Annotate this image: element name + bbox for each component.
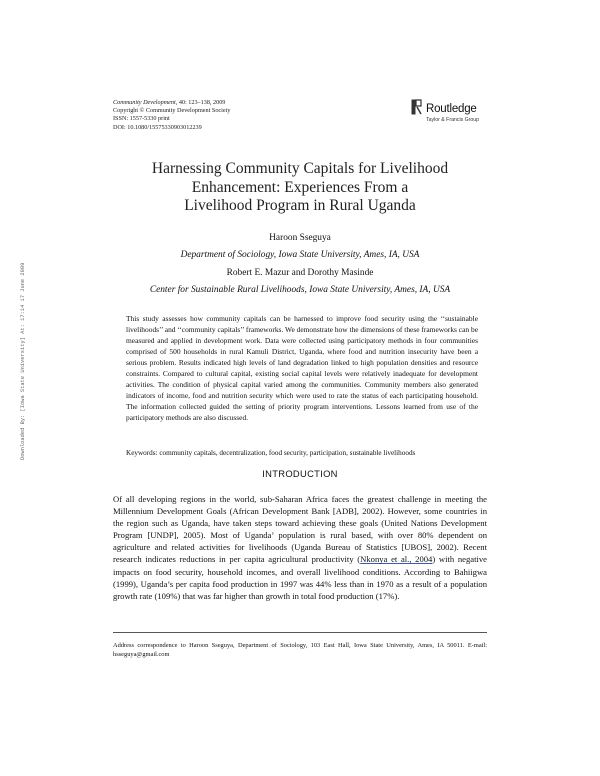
author-affiliation: Department of Sociology, Iowa State University, Ames, IA, USA (180, 250, 420, 260)
publisher-text (426, 99, 479, 124)
journal-citation (113, 99, 230, 107)
download-watermark: Downloaded By: [Iowa State University] At: 17:14 17 June 2009 (20, 262, 26, 460)
volume-pages-year: 40: 123–138, 2009 (177, 99, 226, 106)
publisher-logo (411, 99, 479, 124)
author-name: Haroon Sseguya (269, 233, 331, 243)
copyright-line: Copyright © Community Development Society (113, 107, 231, 115)
title-line: Enhancement: Experiences From a (191, 178, 409, 196)
author-affiliation: Center for Sustainable Rural Livelihoods, Iowa State University, Ames, IA, USA (149, 285, 451, 295)
journal-name: Community Development, (113, 99, 178, 106)
introduction-paragraph (113, 493, 487, 602)
section-heading: INTRODUCTION (262, 468, 338, 479)
intro-text: Of all developing regions in the world, sub-Saharan Africa faces the greatest challenge in meeting the Millennium Development Goals (African Development Bank [ADB], 2002). However, some countries in the region such as Uganda, have taken steps toward achieving these goals (United Nations Development Program [UNDP], 2005). Most of Uganda’ population is rural based, with over 80% dependent on agriculture and related activities for livelihoods (Uganda Bureau of Statistics [UBOS], 2002). Recent research indicates reductions in per capita agricultural productivity ( (113, 494, 487, 565)
title-line: Harnessing Community Capitals for Livelihood (151, 160, 449, 177)
doi-line: DOI: 10.1080/15575330903012239 (113, 123, 202, 131)
abstract: This study assesses how community capitals can be harnessed to improve food security using the ‘‘sustainable livelihoods’’ and ‘‘community capitals’’ frameworks. We demonstrate how the dimensions of these frameworks can be measured and applied in development work. Data were collected using participatory methods in four communities comprised of 500 households in rural Kamuli District, Uganda, where food and nutrition insecurity have been a serious problem. Results indicated high levels of land degradation linked to high population densities and resource constraints. Compared to cultural capital, existing social capital levels were relatively inadequate for development activities. The condition of physical capital varied among the communities. Community members also generated indicators of income, food and nutrition security which were used to rate the status of each participating household. The information collected guided the setting of priority program interventions. Lessons learned from use of the participatory methods are also discussed. (126, 314, 478, 422)
keywords: Keywords: community capitals, decentralization, food security, participation, sustainable livelihoods (126, 449, 416, 457)
author-name: Robert E. Mazur and Dorothy Masinde (226, 268, 374, 278)
correspondence-footnote: Address correspondence to Haroon Sseguya, Department of Sociology, 103 East Hall, Iowa State University, Ames, IA 50011. E-mail: hsseguya@gmail.com (113, 642, 487, 659)
routledge-logo-icon (411, 99, 422, 115)
publisher-subtitle: Taylor & Francis Group (426, 117, 480, 123)
intro-text: ) with negative impacts on food security, household incomes, and overall livelihood conditions. According to Bahiigwa (1999), Uganda’s per capita food production in 1997 was 44% less than in 1970 as a result of a population growth rate (109%) that was far higher than growth in total food production (17%). (113, 554, 487, 601)
footnote-divider (113, 632, 487, 633)
issn-line: ISSN: 1557-5330 print (113, 115, 170, 123)
article-title (100, 160, 500, 216)
citation-block (113, 99, 230, 132)
publisher-name: Routledge (426, 103, 477, 115)
title-line: Livelihood Program in Rural Uganda (184, 197, 416, 214)
citation-link[interactable]: Nkonya et al., 2004 (360, 554, 433, 565)
